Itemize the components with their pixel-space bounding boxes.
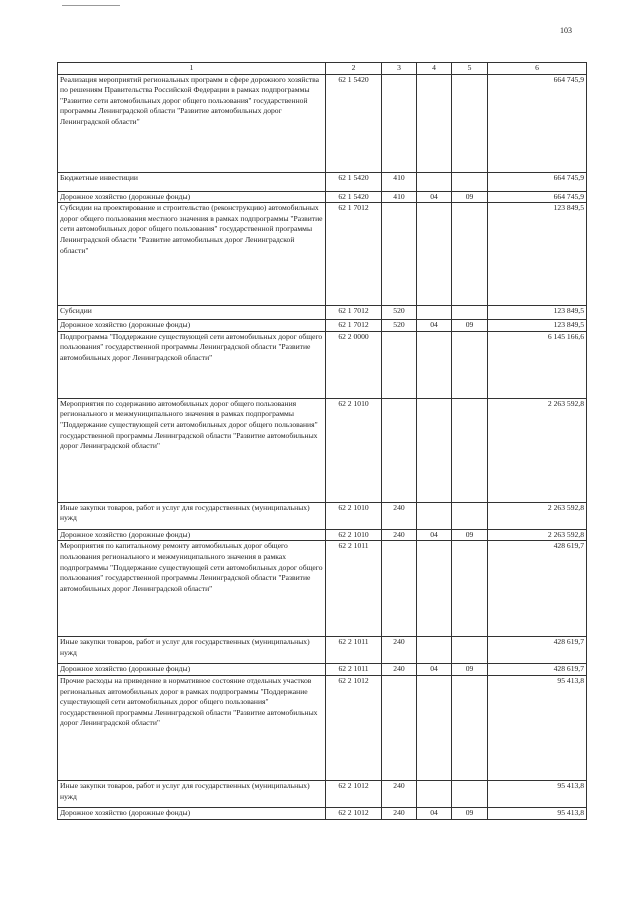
cell-csr: 62 2 1010	[326, 529, 382, 541]
cell-name: Субсидии на проектирование и строительство (реконструкцию) автомобильных дорог общего пользования местного значения в рамках подпрограммы "Развитие сети автомобильных дорог общего пользования" государственной программы Ленинградской области "Развитие автомобильных дорог Ленинградской области"	[58, 203, 326, 306]
table-row	[58, 203, 587, 306]
table-row	[58, 172, 587, 191]
cell-rz	[417, 203, 452, 306]
cell-amount: 428 619,7	[488, 637, 587, 664]
cell-amount: 95 413,8	[488, 675, 587, 780]
cell-vr: 520	[382, 320, 417, 332]
cell-pr	[452, 398, 488, 502]
cell-name: Бюджетные инвестиции	[58, 172, 326, 191]
table-row	[58, 320, 587, 332]
cell-csr: 62 1 5420	[326, 172, 382, 191]
cell-name: Прочие расходы на приведение в нормативное состояние отдельных участков региональных автомобильных дорог в рамках подпрограммы "Поддержание существующей сети автомобильных дорог общего пользования" государственной программы Ленинградской области "Развитие автомобильных дорог Ленинградской области"	[58, 675, 326, 780]
cell-name: Иные закупки товаров, работ и услуг для государственных (муниципальных) нужд	[58, 502, 326, 529]
cell-pr	[452, 502, 488, 529]
cell-vr: 410	[382, 172, 417, 191]
cell-pr	[452, 780, 488, 807]
cell-name: Субсидии	[58, 306, 326, 320]
cell-vr: 240	[382, 502, 417, 529]
cell-pr	[452, 306, 488, 320]
cell-csr: 62 2 1010	[326, 502, 382, 529]
cell-rz: 04	[417, 664, 452, 676]
cell-vr	[382, 675, 417, 780]
cell-amount: 95 413,8	[488, 807, 587, 819]
cell-vr	[382, 398, 417, 502]
cell-csr: 62 1 7012	[326, 306, 382, 320]
cell-name: Подпрограмма "Поддержание существующей сети автомобильных дорог общего пользования" государственной программы Ленинградской области "Развитие автомобильных дорог Ленинградской области"	[58, 331, 326, 398]
table-header-row	[58, 63, 587, 75]
column-header: 4	[417, 63, 452, 75]
cell-pr: 09	[452, 664, 488, 676]
cell-rz: 04	[417, 191, 452, 203]
cell-csr: 62 1 5420	[326, 191, 382, 203]
cell-vr: 520	[382, 306, 417, 320]
cell-csr: 62 2 1010	[326, 398, 382, 502]
cell-name: Иные закупки товаров, работ и услуг для государственных (муниципальных) нужд	[58, 637, 326, 664]
table-body	[58, 74, 587, 819]
table-row	[58, 74, 587, 172]
cell-name: Реализация мероприятий региональных программ в сфере дорожного хозяйства по решениям Правительства Российской Федерации в рамках подпрограммы "Развитие сети автомобильных дорог общего пользования" государственной программы Ленинградской области "Развитие автомобильных дорог Ленинградской области"	[58, 74, 326, 172]
cell-name: Дорожное хозяйство (дорожные фонды)	[58, 529, 326, 541]
cell-pr: 09	[452, 807, 488, 819]
table-row	[58, 675, 587, 780]
table-row	[58, 331, 587, 398]
cell-name: Иные закупки товаров, работ и услуг для государственных (муниципальных) нужд	[58, 780, 326, 807]
cell-name: Дорожное хозяйство (дорожные фонды)	[58, 664, 326, 676]
cell-name: Дорожное хозяйство (дорожные фонды)	[58, 807, 326, 819]
table-row	[58, 529, 587, 541]
cell-vr: 410	[382, 191, 417, 203]
cell-amount: 123 849,5	[488, 306, 587, 320]
cell-csr: 62 2 1012	[326, 807, 382, 819]
cell-csr: 62 2 1012	[326, 675, 382, 780]
table-row	[58, 191, 587, 203]
cell-vr	[382, 331, 417, 398]
cell-rz	[417, 780, 452, 807]
cell-pr	[452, 541, 488, 637]
cell-rz	[417, 74, 452, 172]
page-number: 103	[560, 26, 572, 35]
cell-rz	[417, 502, 452, 529]
cell-vr	[382, 203, 417, 306]
cell-amount: 664 745,9	[488, 74, 587, 172]
table-row	[58, 807, 587, 819]
cell-vr: 240	[382, 637, 417, 664]
cell-amount: 2 263 592,8	[488, 502, 587, 529]
cell-pr	[452, 172, 488, 191]
cell-rz	[417, 637, 452, 664]
cell-csr: 62 1 7012	[326, 320, 382, 332]
column-header: 1	[58, 63, 326, 75]
table-row	[58, 502, 587, 529]
cell-amount: 123 849,5	[488, 203, 587, 306]
cell-rz	[417, 541, 452, 637]
cell-amount: 95 413,8	[488, 780, 587, 807]
cell-pr	[452, 675, 488, 780]
cell-pr	[452, 74, 488, 172]
cell-pr	[452, 203, 488, 306]
table-row	[58, 398, 587, 502]
cell-vr	[382, 541, 417, 637]
cell-name: Мероприятия по капитальному ремонту автомобильных дорог общего пользования регионального и межмуниципального значения в рамках подпрограммы "Поддержание существующей сети автомобильных дорог общего пользования" государственной программы Ленинградской области "Развитие автомобильных дорог Ленинградской области"	[58, 541, 326, 637]
column-header: 6	[488, 63, 587, 75]
column-header: 5	[452, 63, 488, 75]
cell-vr: 240	[382, 664, 417, 676]
cell-vr	[382, 74, 417, 172]
cell-amount: 2 263 592,8	[488, 398, 587, 502]
cell-name: Дорожное хозяйство (дорожные фонды)	[58, 320, 326, 332]
cell-pr	[452, 331, 488, 398]
cell-rz	[417, 675, 452, 780]
table-row	[58, 664, 587, 676]
top-edge-line	[62, 5, 120, 6]
cell-csr: 62 1 7012	[326, 203, 382, 306]
cell-csr: 62 2 1011	[326, 664, 382, 676]
cell-vr: 240	[382, 780, 417, 807]
cell-pr	[452, 637, 488, 664]
cell-amount: 123 849,5	[488, 320, 587, 332]
cell-vr: 240	[382, 807, 417, 819]
cell-vr: 240	[382, 529, 417, 541]
table-row	[58, 637, 587, 664]
cell-csr: 62 2 1011	[326, 637, 382, 664]
table-row	[58, 541, 587, 637]
cell-amount: 664 745,9	[488, 172, 587, 191]
cell-rz	[417, 398, 452, 502]
cell-amount: 428 619,7	[488, 541, 587, 637]
cell-amount: 664 745,9	[488, 191, 587, 203]
cell-amount: 428 619,7	[488, 664, 587, 676]
cell-rz	[417, 172, 452, 191]
cell-amount: 2 263 592,8	[488, 529, 587, 541]
cell-csr: 62 2 1011	[326, 541, 382, 637]
cell-csr: 62 1 5420	[326, 74, 382, 172]
cell-rz: 04	[417, 807, 452, 819]
column-header: 2	[326, 63, 382, 75]
cell-pr: 09	[452, 529, 488, 541]
column-header: 3	[382, 63, 417, 75]
cell-csr: 62 2 1012	[326, 780, 382, 807]
cell-rz	[417, 306, 452, 320]
table-row	[58, 306, 587, 320]
cell-rz: 04	[417, 320, 452, 332]
cell-name: Дорожное хозяйство (дорожные фонды)	[58, 191, 326, 203]
budget-table	[57, 62, 587, 820]
cell-pr: 09	[452, 191, 488, 203]
cell-csr: 62 2 0000	[326, 331, 382, 398]
cell-rz	[417, 331, 452, 398]
cell-pr: 09	[452, 320, 488, 332]
table-row	[58, 780, 587, 807]
cell-amount: 6 145 166,6	[488, 331, 587, 398]
cell-name: Мероприятия по содержанию автомобильных дорог общего пользования регионального и межмуниципального значения в рамках подпрограммы "Поддержание существующей сети автомобильных дорог общего пользования" государственной программы Ленинградской области "Развитие автомобильных дорог Ленинградской области"	[58, 398, 326, 502]
cell-rz: 04	[417, 529, 452, 541]
